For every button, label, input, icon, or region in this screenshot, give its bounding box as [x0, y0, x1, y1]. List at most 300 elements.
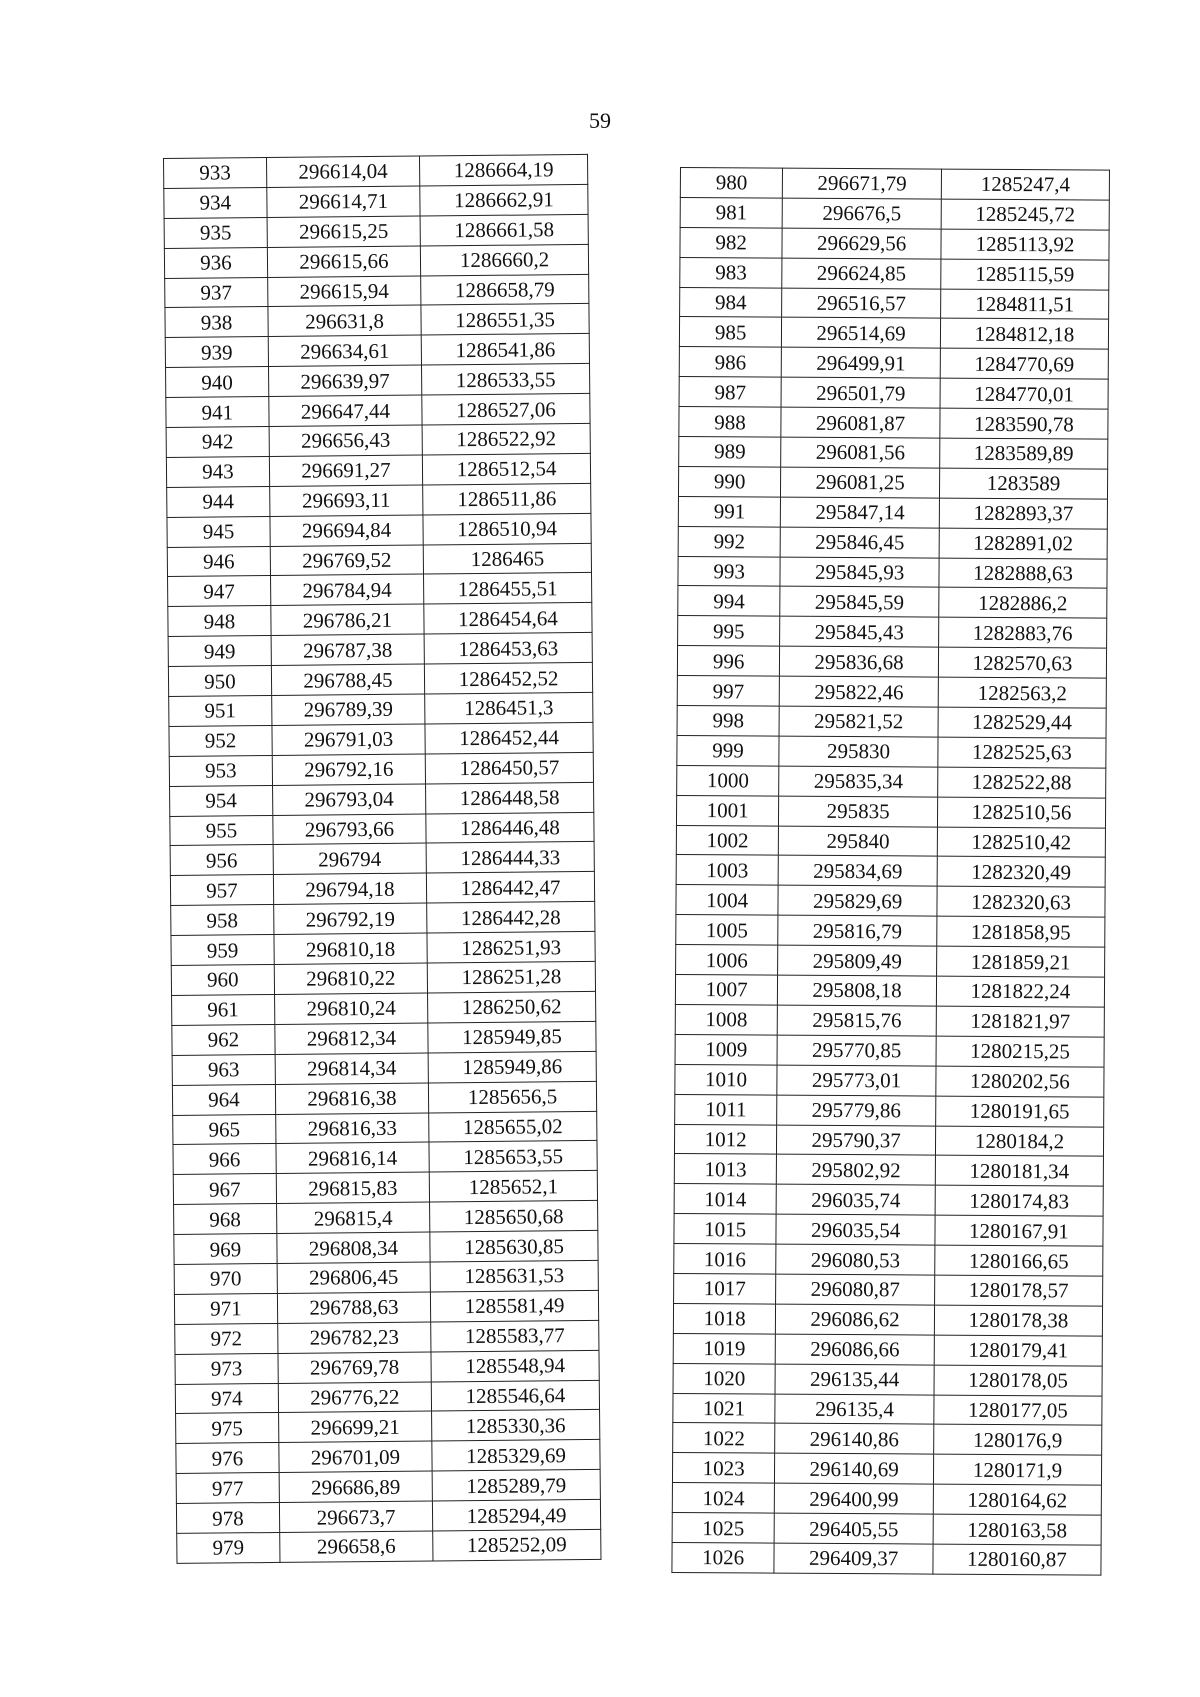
point-number-cell: 949: [168, 636, 271, 667]
point-number-cell: 973: [175, 1353, 278, 1384]
point-number-cell: 1004: [676, 885, 778, 916]
coordinates-table-right: [671, 167, 1110, 1575]
x-coordinate-cell: 296810,22: [274, 963, 427, 994]
y-coordinate-cell: 1280178,38: [934, 1305, 1102, 1336]
table-row: [674, 1273, 1103, 1306]
y-coordinate-cell: 1282888,63: [939, 558, 1107, 589]
point-number-cell: 970: [174, 1263, 277, 1294]
y-coordinate-cell: 1283590,78: [940, 408, 1108, 439]
x-coordinate-cell: 296806,45: [277, 1262, 430, 1293]
y-coordinate-cell: 1285115,59: [941, 259, 1109, 290]
table-row: [680, 287, 1109, 320]
table-row: [678, 466, 1107, 499]
y-coordinate-cell: 1286450,57: [425, 752, 593, 784]
point-number-cell: 1010: [675, 1064, 777, 1095]
point-number-cell: 1008: [675, 1004, 777, 1035]
y-coordinate-cell: 1286250,62: [428, 991, 596, 1023]
x-coordinate-cell: 295829,69: [778, 885, 937, 916]
table-row: [676, 825, 1105, 858]
x-coordinate-cell: 296140,86: [775, 1424, 934, 1455]
point-number-cell: 977: [176, 1473, 279, 1504]
x-coordinate-cell: 296656,43: [269, 425, 422, 456]
table-row: [674, 1124, 1103, 1157]
table-row: [678, 556, 1107, 589]
point-number-cell: 940: [166, 367, 269, 398]
point-number-cell: 999: [677, 735, 779, 766]
y-coordinate-cell: 1280184,2: [935, 1126, 1103, 1157]
x-coordinate-cell: 295809,49: [778, 945, 937, 976]
table-row: [172, 1081, 596, 1115]
y-coordinate-cell: 1281858,95: [937, 916, 1105, 947]
table-row: [679, 437, 1108, 470]
x-coordinate-cell: 295815,76: [777, 1005, 936, 1036]
point-number-cell: 959: [171, 935, 274, 966]
table-row: [176, 1499, 600, 1533]
point-number-cell: 955: [170, 815, 273, 846]
point-number-cell: 939: [165, 337, 268, 368]
x-coordinate-cell: 296784,94: [270, 574, 423, 605]
y-coordinate-cell: 1280164,62: [933, 1484, 1101, 1515]
y-coordinate-cell: 1285294,49: [432, 1499, 600, 1531]
point-number-cell: 985: [679, 317, 781, 348]
table-row: [676, 885, 1105, 918]
point-number-cell: 947: [168, 576, 271, 607]
x-coordinate-cell: 295830: [779, 736, 938, 767]
x-coordinate-cell: 296815,83: [276, 1172, 429, 1203]
point-number-cell: 975: [176, 1413, 279, 1444]
y-coordinate-cell: 1286658,79: [421, 274, 589, 306]
x-coordinate-cell: 296792,16: [272, 754, 425, 785]
point-number-cell: 1002: [676, 825, 778, 856]
point-number-cell: 967: [173, 1174, 276, 1205]
y-coordinate-cell: 1280171,9: [933, 1454, 1101, 1485]
x-coordinate-cell: 296081,56: [781, 437, 940, 468]
table-row: [171, 932, 595, 966]
table-row: [673, 1393, 1102, 1426]
point-number-cell: 937: [165, 277, 268, 308]
table-row: [170, 872, 594, 906]
point-number-cell: 1005: [676, 915, 778, 946]
table-row: [168, 633, 592, 667]
y-coordinate-cell: 1286452,44: [425, 722, 593, 754]
x-coordinate-cell: 295822,46: [779, 676, 938, 707]
point-number-cell: 997: [677, 676, 779, 707]
y-coordinate-cell: 1285650,68: [430, 1201, 598, 1233]
point-number-cell: 952: [169, 725, 272, 756]
point-number-cell: 972: [175, 1323, 278, 1354]
x-coordinate-cell: 295835,34: [779, 766, 938, 797]
point-number-cell: 1023: [672, 1453, 774, 1484]
y-coordinate-cell: 1286251,93: [427, 932, 595, 964]
table-row: [678, 526, 1107, 559]
x-coordinate-cell: 296499,91: [781, 347, 940, 378]
x-coordinate-cell: 296400,99: [775, 1483, 934, 1514]
table-row: [675, 1004, 1104, 1037]
x-coordinate-cell: 295836,68: [780, 646, 939, 677]
point-number-cell: 978: [176, 1503, 279, 1534]
table-row: [673, 1333, 1102, 1366]
x-coordinate-cell: 295840: [779, 826, 938, 857]
x-coordinate-cell: 295845,59: [780, 587, 939, 618]
point-number-cell: 951: [169, 696, 272, 727]
table-row: [175, 1350, 599, 1384]
point-number-cell: 1022: [673, 1423, 775, 1454]
point-number-cell: 992: [678, 526, 780, 557]
point-number-cell: 995: [678, 616, 780, 647]
point-number-cell: 983: [680, 257, 782, 288]
point-number-cell: 958: [171, 905, 274, 936]
x-coordinate-cell: 296810,18: [274, 933, 427, 964]
y-coordinate-cell: 1281859,21: [936, 946, 1104, 977]
point-number-cell: 976: [176, 1443, 279, 1474]
point-number-cell: 946: [167, 546, 270, 577]
point-number-cell: 935: [164, 217, 267, 248]
table-row: [675, 1064, 1104, 1097]
y-coordinate-cell: 1282886,2: [939, 588, 1107, 619]
table-row: [676, 915, 1105, 948]
table-row: [175, 1380, 599, 1414]
point-number-cell: 957: [170, 875, 273, 906]
point-number-cell: 964: [172, 1084, 275, 1115]
table-row: [675, 1034, 1104, 1067]
table-row: [165, 274, 589, 308]
table-row: [677, 706, 1106, 739]
y-coordinate-cell: 1280174,83: [935, 1185, 1103, 1216]
table-row: [677, 735, 1106, 768]
point-number-cell: 979: [177, 1532, 280, 1563]
point-number-cell: 1003: [676, 855, 778, 886]
y-coordinate-cell: 1286452,52: [424, 663, 592, 695]
y-coordinate-cell: 1280176,9: [934, 1424, 1102, 1455]
x-coordinate-cell: 296086,62: [776, 1304, 935, 1335]
y-coordinate-cell: 1285546,64: [431, 1380, 599, 1412]
y-coordinate-cell: 1286527,06: [422, 394, 590, 426]
point-number-cell: 945: [167, 516, 270, 547]
x-coordinate-cell: 296135,4: [775, 1394, 934, 1425]
table-row: [172, 1021, 596, 1055]
y-coordinate-cell: 1280178,57: [934, 1275, 1102, 1306]
x-coordinate-cell: 296812,34: [275, 1023, 428, 1054]
y-coordinate-cell: 1286533,55: [422, 364, 590, 396]
point-number-cell: 994: [678, 586, 780, 617]
page-number: 59: [589, 108, 611, 133]
table-row: [680, 257, 1109, 290]
y-coordinate-cell: 1286455,51: [424, 573, 592, 605]
x-coordinate-cell: 295845,93: [780, 557, 939, 588]
point-number-cell: 1009: [675, 1034, 777, 1065]
y-coordinate-cell: 1282320,49: [937, 857, 1105, 888]
y-coordinate-cell: 1280181,34: [935, 1155, 1103, 1186]
x-coordinate-cell: 296810,24: [274, 993, 427, 1024]
table-row: [672, 1453, 1101, 1486]
y-coordinate-cell: 1280160,87: [933, 1544, 1101, 1575]
point-number-cell: 1018: [673, 1303, 775, 1334]
y-coordinate-cell: 1284811,51: [941, 289, 1109, 320]
x-coordinate-cell: 296035,74: [776, 1184, 935, 1215]
y-coordinate-cell: 1286442,28: [427, 902, 595, 934]
point-number-cell: 1019: [673, 1333, 775, 1364]
point-number-cell: 948: [168, 606, 271, 637]
table-row: [171, 961, 595, 995]
x-coordinate-cell: 295790,37: [777, 1125, 936, 1156]
point-number-cell: 1014: [674, 1184, 776, 1215]
table-row: [680, 168, 1109, 201]
x-coordinate-cell: 296035,54: [776, 1214, 935, 1245]
point-number-cell: 950: [168, 666, 271, 697]
point-number-cell: 988: [679, 407, 781, 438]
x-coordinate-cell: 295821,52: [779, 706, 938, 737]
y-coordinate-cell: 1280163,58: [933, 1514, 1101, 1545]
y-coordinate-cell: 1285330,36: [432, 1410, 600, 1442]
point-number-cell: 989: [679, 437, 781, 468]
y-coordinate-cell: 1284770,01: [940, 378, 1108, 409]
point-number-cell: 993: [678, 556, 780, 587]
x-coordinate-cell: 296629,56: [782, 228, 941, 259]
point-number-cell: 938: [165, 307, 268, 338]
y-coordinate-cell: 1280166,65: [935, 1245, 1103, 1276]
point-number-cell: 936: [164, 247, 267, 278]
y-coordinate-cell: 1286551,35: [421, 304, 589, 336]
x-coordinate-cell: 296614,71: [267, 186, 420, 217]
x-coordinate-cell: 296793,04: [272, 784, 425, 815]
y-coordinate-cell: 1286522,92: [422, 423, 590, 455]
table-row: [168, 663, 592, 697]
x-coordinate-cell: 296516,57: [782, 288, 941, 319]
y-coordinate-cell: 1285631,53: [430, 1260, 598, 1292]
table-row: [675, 1094, 1104, 1127]
y-coordinate-cell: 1282563,2: [938, 677, 1106, 708]
point-number-cell: 968: [174, 1204, 277, 1235]
y-coordinate-cell: 1280191,65: [936, 1096, 1104, 1127]
point-number-cell: 1017: [674, 1273, 776, 1304]
point-number-cell: 1025: [672, 1513, 774, 1544]
y-coordinate-cell: 1286448,58: [426, 782, 594, 814]
point-number-cell: 962: [172, 1024, 275, 1055]
y-coordinate-cell: 1286541,86: [421, 334, 589, 366]
x-coordinate-cell: 295835: [779, 796, 938, 827]
coordinates-table-left-body: [164, 154, 601, 1563]
x-coordinate-cell: 296614,04: [266, 156, 419, 187]
y-coordinate-cell: 1280215,25: [936, 1036, 1104, 1067]
x-coordinate-cell: 296789,39: [272, 694, 425, 725]
x-coordinate-cell: 295834,69: [778, 856, 937, 887]
table-row: [674, 1214, 1103, 1247]
x-coordinate-cell: 296080,87: [776, 1274, 935, 1305]
y-coordinate-cell: 1286511,86: [423, 483, 591, 515]
x-coordinate-cell: 296624,85: [782, 258, 941, 289]
point-number-cell: 1016: [674, 1244, 776, 1275]
x-coordinate-cell: 296701,09: [279, 1441, 432, 1472]
y-coordinate-cell: 1282891,02: [939, 528, 1107, 559]
y-coordinate-cell: 1282320,63: [937, 886, 1105, 917]
table-row: [169, 722, 593, 756]
point-number-cell: 969: [174, 1234, 277, 1265]
y-coordinate-cell: 1286454,64: [424, 603, 592, 635]
point-number-cell: 980: [680, 168, 782, 199]
x-coordinate-cell: 296816,14: [276, 1142, 429, 1173]
x-coordinate-cell: 296647,44: [269, 395, 422, 426]
x-coordinate-cell: 296405,55: [774, 1513, 933, 1544]
x-coordinate-cell: 296639,97: [268, 365, 421, 396]
y-coordinate-cell: 1282893,37: [939, 498, 1107, 529]
x-coordinate-cell: 296816,33: [276, 1112, 429, 1143]
table-row: [679, 317, 1108, 350]
point-number-cell: 984: [680, 287, 782, 318]
table-row: [166, 394, 590, 428]
point-number-cell: 987: [679, 377, 781, 408]
x-coordinate-cell: 296140,69: [775, 1453, 934, 1484]
table-row: [673, 1303, 1102, 1336]
y-coordinate-cell: 1285548,94: [431, 1350, 599, 1382]
y-coordinate-cell: 1286451,3: [425, 692, 593, 724]
y-coordinate-cell: 1282883,76: [939, 617, 1107, 648]
point-number-cell: 998: [677, 706, 779, 737]
table-row: [172, 991, 596, 1025]
y-coordinate-cell: 1280179,41: [934, 1335, 1102, 1366]
table-row: [165, 304, 589, 338]
table-row: [675, 975, 1104, 1008]
y-coordinate-cell: 1286442,47: [426, 872, 594, 904]
table-row: [174, 1260, 598, 1294]
point-number-cell: 971: [174, 1293, 277, 1324]
table-row: [170, 782, 594, 816]
table-row: [170, 842, 594, 876]
y-coordinate-cell: 1285252,09: [433, 1529, 601, 1561]
table-row: [173, 1171, 597, 1205]
y-coordinate-cell: 1285289,79: [432, 1470, 600, 1502]
table-row: [174, 1290, 598, 1324]
y-coordinate-cell: 1286251,28: [427, 961, 595, 993]
x-coordinate-cell: 296081,25: [781, 467, 940, 498]
x-coordinate-cell: 296615,66: [267, 246, 420, 277]
table-row: [164, 184, 588, 218]
table-row: [166, 423, 590, 457]
y-coordinate-cell: 1283589: [939, 468, 1107, 499]
table-row: [164, 214, 588, 248]
y-coordinate-cell: 1286465: [423, 543, 591, 575]
table-row: [673, 1423, 1102, 1456]
x-coordinate-cell: 296080,53: [776, 1244, 935, 1275]
x-coordinate-cell: 296081,87: [781, 407, 940, 438]
x-coordinate-cell: 296634,61: [268, 335, 421, 366]
table-row: [164, 154, 588, 188]
x-coordinate-cell: 296615,25: [267, 216, 420, 247]
y-coordinate-cell: 1285656,5: [428, 1081, 596, 1113]
point-number-cell: 956: [170, 845, 273, 876]
table-row: [170, 812, 594, 846]
y-coordinate-cell: 1285329,69: [432, 1440, 600, 1472]
x-coordinate-cell: 296787,38: [271, 634, 424, 665]
table-row: [169, 692, 593, 726]
point-number-cell: 944: [167, 486, 270, 517]
x-coordinate-cell: 296514,69: [782, 318, 941, 349]
table-row: [678, 586, 1107, 619]
y-coordinate-cell: 1285949,86: [428, 1051, 596, 1083]
coordinates-table-right-body: [672, 168, 1110, 1575]
table-row: [167, 483, 591, 517]
x-coordinate-cell: 295808,18: [778, 975, 937, 1006]
y-coordinate-cell: 1284812,18: [940, 319, 1108, 350]
table-row: [176, 1440, 600, 1474]
x-coordinate-cell: 296792,19: [274, 903, 427, 934]
table-row: [171, 902, 595, 936]
point-number-cell: 965: [173, 1114, 276, 1145]
table-row: [672, 1513, 1101, 1546]
x-coordinate-cell: 295846,45: [780, 527, 939, 558]
x-coordinate-cell: 296814,34: [275, 1053, 428, 1084]
point-number-cell: 981: [680, 197, 782, 228]
table-row: [172, 1051, 596, 1085]
y-coordinate-cell: 1282510,56: [937, 797, 1105, 828]
table-row: [678, 496, 1107, 529]
y-coordinate-cell: 1286662,91: [420, 184, 588, 216]
point-number-cell: 966: [173, 1144, 276, 1175]
y-coordinate-cell: 1285113,92: [941, 229, 1109, 260]
point-number-cell: 963: [172, 1054, 275, 1085]
y-coordinate-cell: 1286453,63: [424, 633, 592, 665]
x-coordinate-cell: 296793,66: [273, 814, 426, 845]
x-coordinate-cell: 296782,23: [278, 1322, 431, 1353]
point-number-cell: 982: [680, 227, 782, 258]
y-coordinate-cell: 1282525,63: [938, 737, 1106, 768]
point-number-cell: 954: [170, 785, 273, 816]
y-coordinate-cell: 1282570,63: [938, 647, 1106, 678]
x-coordinate-cell: 296673,7: [279, 1501, 432, 1532]
table-row: [673, 1363, 1102, 1396]
x-coordinate-cell: 296694,84: [270, 515, 423, 546]
point-number-cell: 961: [172, 994, 275, 1025]
x-coordinate-cell: 296135,44: [775, 1364, 934, 1395]
table-row: [177, 1529, 601, 1563]
x-coordinate-cell: 296409,37: [774, 1543, 933, 1574]
y-coordinate-cell: 1285630,85: [430, 1230, 598, 1262]
table-row: [680, 227, 1109, 260]
table-row: [168, 573, 592, 607]
x-coordinate-cell: 295773,01: [777, 1065, 936, 1096]
table-row: [165, 334, 589, 368]
y-coordinate-cell: 1282510,42: [937, 827, 1105, 858]
x-coordinate-cell: 296815,4: [276, 1202, 429, 1233]
x-coordinate-cell: 295779,86: [777, 1095, 936, 1126]
x-coordinate-cell: 296671,79: [783, 168, 942, 199]
x-coordinate-cell: 296501,79: [781, 377, 940, 408]
table-row: [173, 1111, 597, 1145]
table-row: [676, 945, 1105, 978]
y-coordinate-cell: 1285949,85: [428, 1021, 596, 1053]
point-number-cell: 1012: [674, 1124, 776, 1155]
y-coordinate-cell: 1285247,4: [941, 169, 1109, 200]
table-row: [168, 603, 592, 637]
table-row: [674, 1154, 1103, 1187]
y-coordinate-cell: 1285581,49: [430, 1290, 598, 1322]
y-coordinate-cell: 1284770,69: [940, 348, 1108, 379]
point-number-cell: 1020: [673, 1363, 775, 1394]
point-number-cell: 953: [169, 755, 272, 786]
x-coordinate-cell: 296788,63: [277, 1292, 430, 1323]
y-coordinate-cell: 1286660,2: [420, 244, 588, 276]
table-row: [169, 752, 593, 786]
x-coordinate-cell: 296691,27: [269, 455, 422, 486]
x-coordinate-cell: 296693,11: [269, 485, 422, 516]
y-coordinate-cell: 1281822,24: [936, 976, 1104, 1007]
y-coordinate-cell: 1285655,02: [429, 1111, 597, 1143]
table-row: [167, 513, 591, 547]
table-row: [174, 1201, 598, 1235]
table-row: [164, 244, 588, 278]
y-coordinate-cell: 1280177,05: [934, 1395, 1102, 1426]
point-number-cell: 941: [166, 397, 269, 428]
point-number-cell: 1026: [672, 1542, 774, 1573]
